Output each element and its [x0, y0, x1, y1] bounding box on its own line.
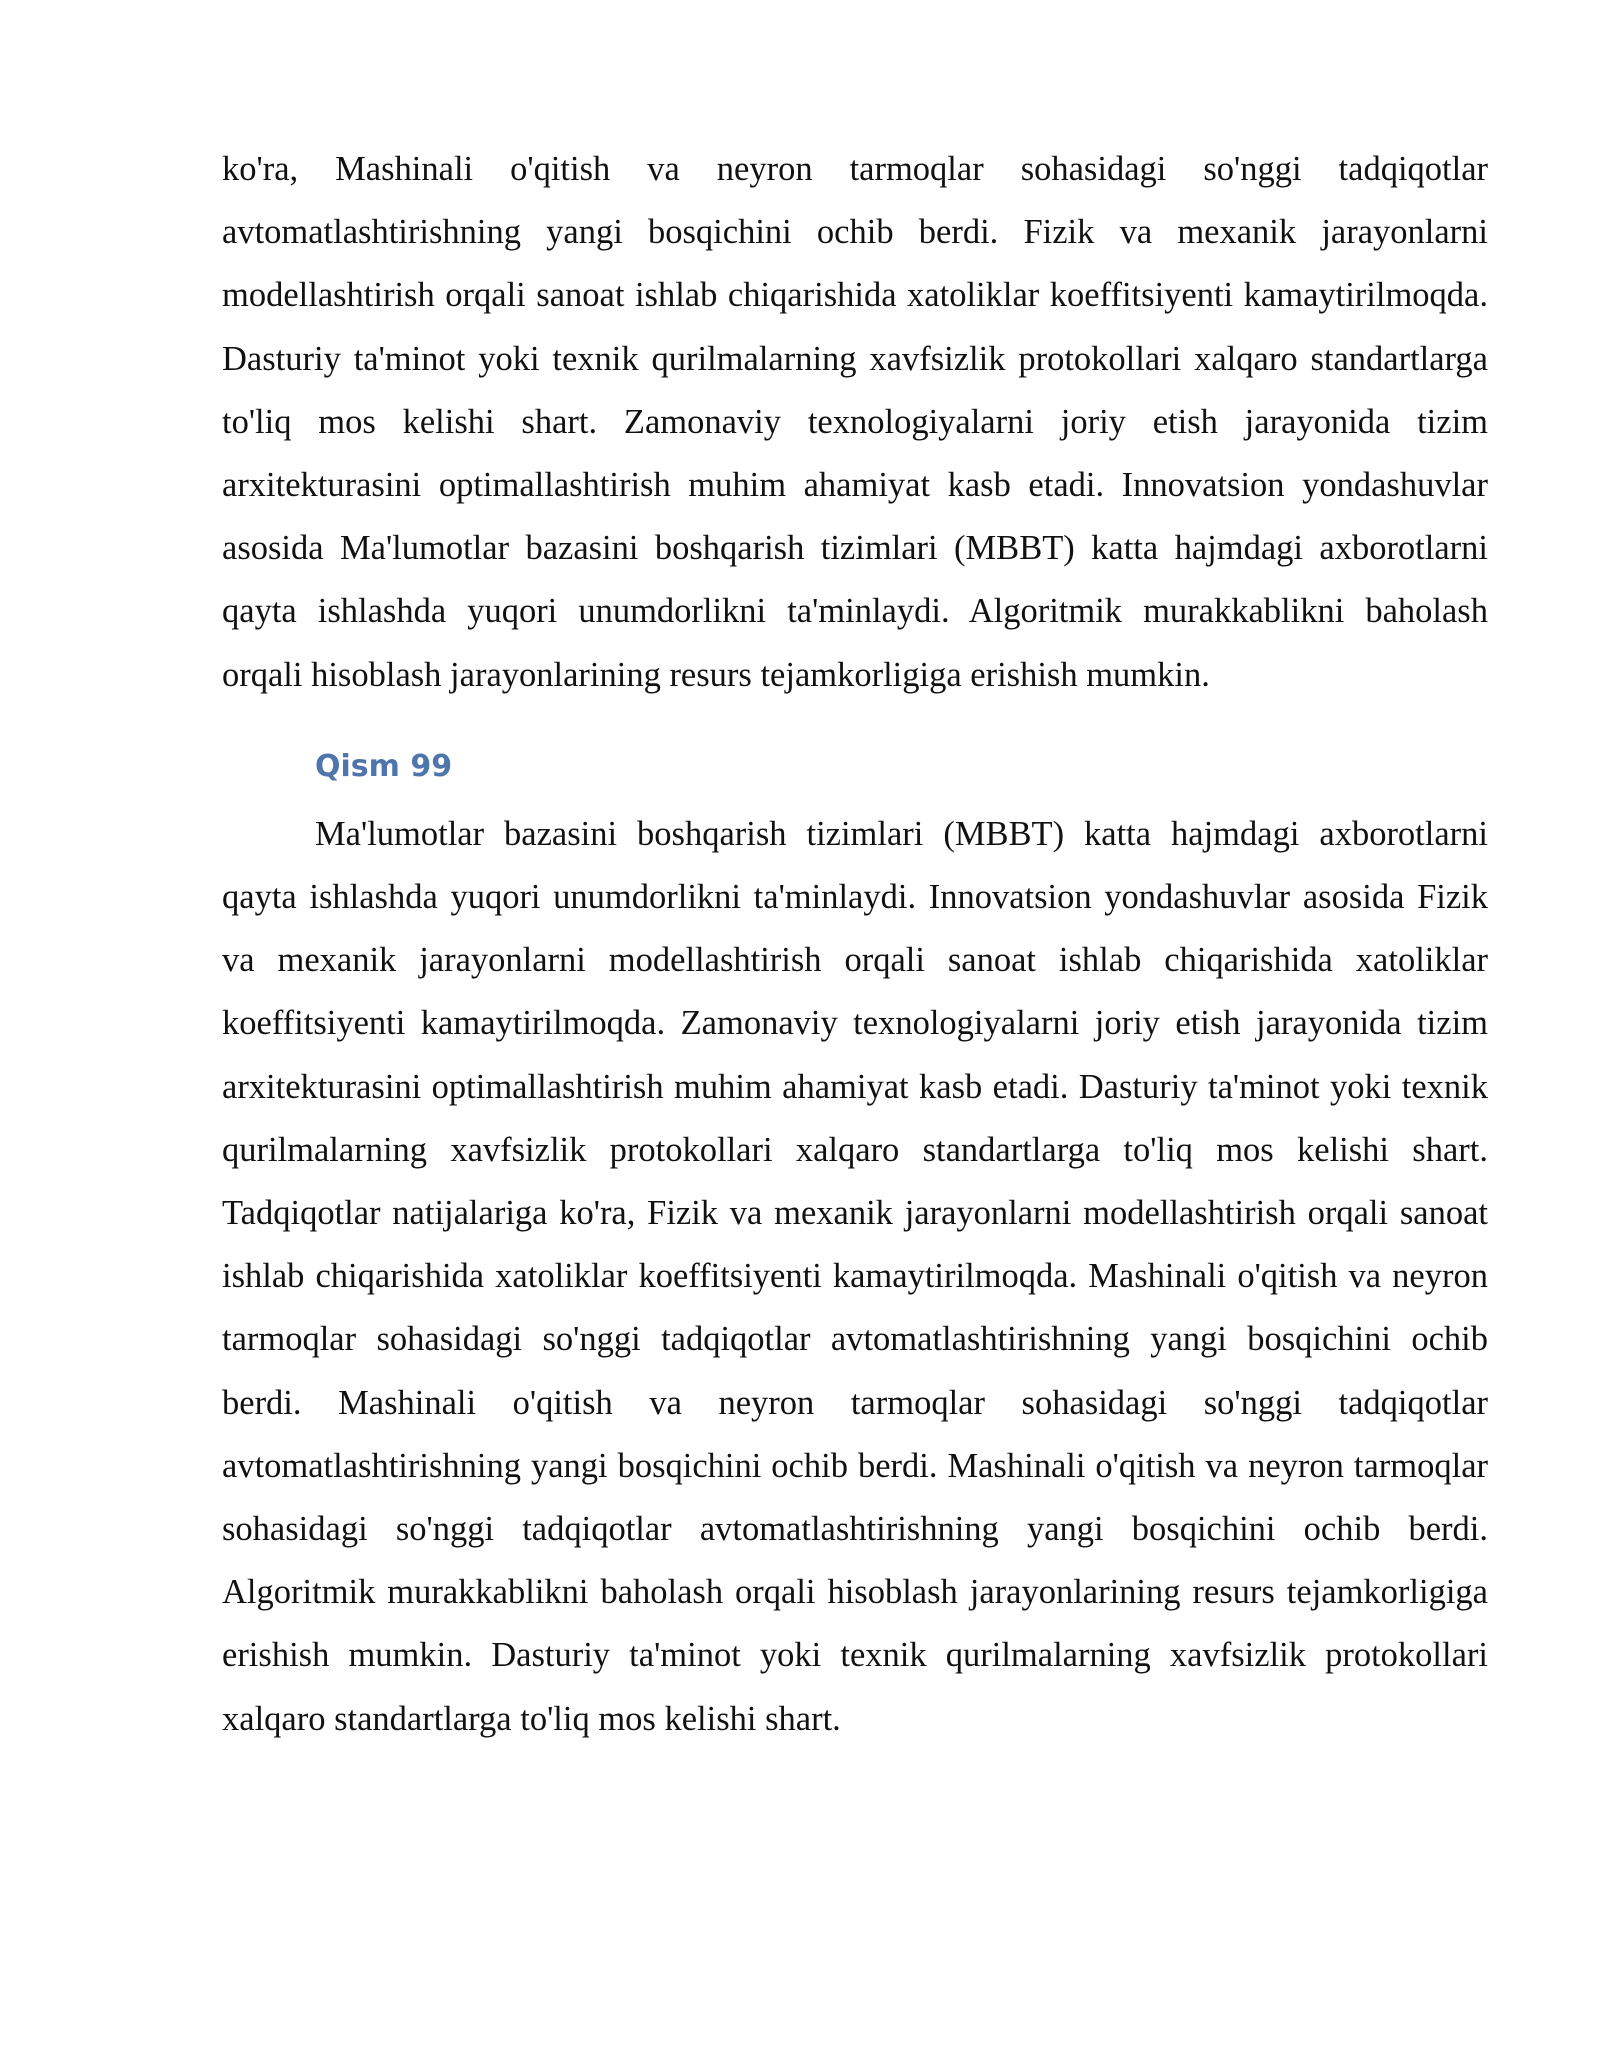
page-content — [222, 138, 1488, 1751]
intro-paragraph: ko'ra, Mashinali o'qitish va neyron tarmoqlar sohasidagi so'nggi tadqiqotlar avtomatlashtirishning yangi bosqichini ochib berdi. Fizik va mexanik jarayonlarni modellashtirish orqali sanoat ishlab chiqarishida xatoliklar koeffitsiyenti kamaytirilmoqda. Dasturiy ta'minot yoki texnik qurilmalarning xavfsizlik protokollari xalqaro standartlarga to'liq mos kelishi shart. Zamonaviy texnologiyalarni joriy etish jarayonida tizim arxitekturasini optimallashtirish muhim ahamiyat kasb etadi. Innovatsion yondashuvlar asosida Ma'lumotlar bazasini boshqarish tizimlari (MBBT) katta hajmdagi axborotlarni qayta ishlashda yuqori unumdorlikni ta'minlaydi. Algoritmik murakkablikni baholash orqali hisoblash jarayonlarining resurs tejamkorligiga erishish mumkin. — [222, 150, 1488, 694]
section-heading: Qism 99 — [315, 748, 453, 784]
section-paragraph: Ma'lumotlar bazasini boshqarish tizimlari (MBBT) katta hajmdagi axborotlarni qayta ishlashda yuqori unumdorlikni ta'minlaydi. Innovatsion yondashuvlar asosida Fizik va mexanik jarayonlarni modellashtirish orqali sanoat ishlab chiqarishida xatoliklar koeffitsiyenti kamaytirilmoqda. Zamonaviy texnologiyalarni joriy etish jarayonida tizim arxitekturasini optimallashtirish muhim ahamiyat kasb etadi. Dasturiy ta'minot yoki texnik qurilmalarning xavfsizlik protokollari xalqaro standartlarga to'liq mos kelishi shart. Tadqiqotlar natijalariga ko'ra, Fizik va mexanik jarayonlarni modellashtirish orqali sanoat ishlab chiqarishida xatoliklar koeffitsiyenti kamaytirilmoqda. Mashinali o'qitish va neyron tarmoqlar sohasidagi so'nggi tadqiqotlar avtomatlashtirishning yangi bosqichini ochib berdi. Mashinali o'qitish va neyron tarmoqlar sohasidagi so'nggi tadqiqotlar avtomatlashtirishning yangi bosqichini ochib berdi. Mashinali o'qitish va neyron tarmoqlar sohasidagi so'nggi tadqiqotlar avtomatlashtirishning yangi bosqichini ochib berdi. Algoritmik murakkablikni baholash orqali hisoblash jarayonlarining resurs tejamkorligiga erishish mumkin. Dasturiy ta'minot yoki texnik qurilmalarning xavfsizlik protokollari xalqaro standartlarga to'liq mos kelishi shart. — [222, 814, 1488, 1738]
